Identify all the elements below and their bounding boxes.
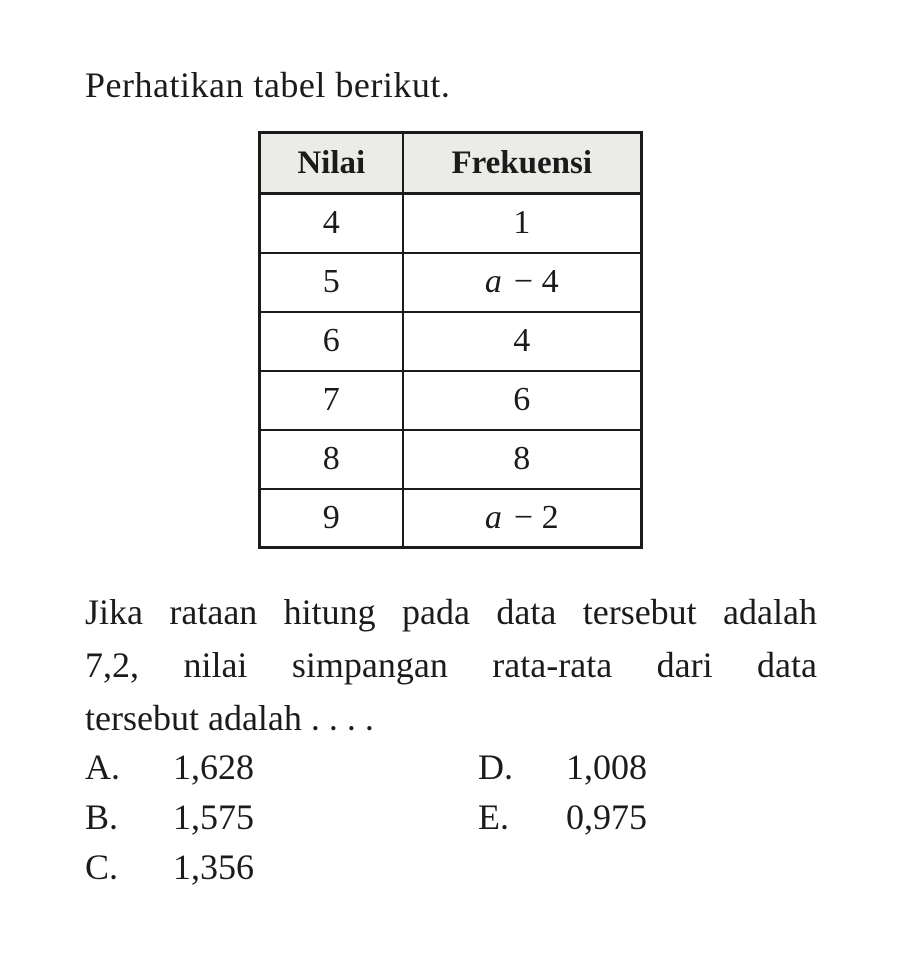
frekuensi-value: 4 bbox=[513, 322, 531, 359]
nilai-cell: 8 bbox=[260, 430, 403, 489]
table-row bbox=[260, 194, 642, 253]
frekuensi-variable: a bbox=[484, 498, 502, 536]
option-a bbox=[85, 742, 478, 792]
frekuensi-cell bbox=[403, 253, 642, 312]
frekuensi-cell bbox=[403, 489, 642, 548]
question-text bbox=[85, 586, 817, 745]
option-b bbox=[85, 792, 478, 842]
table-row bbox=[260, 312, 642, 371]
table-header-frekuensi: Frekuensi bbox=[403, 133, 642, 194]
option-c bbox=[85, 842, 478, 892]
option-value: 1,008 bbox=[566, 747, 647, 787]
question-line-2: 7,2, nilai simpangan rata-rata dari data bbox=[85, 645, 817, 685]
table-row bbox=[260, 430, 642, 489]
table-header-nilai: Nilai bbox=[260, 133, 403, 194]
nilai-cell: 4 bbox=[260, 194, 403, 253]
option-value: 1,575 bbox=[173, 797, 254, 837]
option-label: B. bbox=[85, 797, 119, 837]
option-value: 0,975 bbox=[566, 797, 647, 837]
frekuensi-cell bbox=[403, 312, 642, 371]
frequency-table bbox=[258, 131, 643, 549]
frekuensi-value: 1 bbox=[513, 204, 531, 242]
frekuensi-cell bbox=[403, 194, 642, 253]
answer-options-left-column bbox=[85, 742, 478, 892]
frekuensi-value: 8 bbox=[513, 440, 531, 477]
table-row bbox=[260, 489, 642, 548]
intro-text: Perhatikan tabel berikut. bbox=[85, 65, 451, 105]
frekuensi-value: − 4 bbox=[513, 263, 559, 300]
option-label: D. bbox=[478, 747, 513, 787]
question-line-1: Jika rataan hitung pada data tersebut adalah bbox=[85, 592, 817, 632]
option-label: A. bbox=[85, 747, 120, 787]
option-label: E. bbox=[478, 797, 509, 837]
option-label: C. bbox=[85, 847, 119, 887]
answer-options-right-column bbox=[478, 742, 817, 892]
nilai-cell: 6 bbox=[260, 312, 403, 371]
frekuensi-cell bbox=[403, 371, 642, 430]
table-row bbox=[260, 371, 642, 430]
table-header-row bbox=[260, 133, 642, 194]
option-value: 1,628 bbox=[173, 747, 254, 787]
nilai-cell: 9 bbox=[260, 489, 403, 548]
option-d bbox=[478, 742, 817, 792]
question-line-3: tersebut adalah . . . . bbox=[85, 698, 374, 738]
frekuensi-variable: a bbox=[484, 263, 502, 300]
frekuensi-cell bbox=[403, 430, 642, 489]
option-e bbox=[478, 792, 817, 842]
frekuensi-value: − 2 bbox=[513, 498, 559, 536]
answer-options bbox=[85, 742, 817, 892]
option-value: 1,356 bbox=[173, 847, 254, 887]
frekuensi-value: 6 bbox=[513, 381, 531, 418]
table-row bbox=[260, 253, 642, 312]
nilai-cell: 7 bbox=[260, 371, 403, 430]
nilai-cell: 5 bbox=[260, 253, 403, 312]
